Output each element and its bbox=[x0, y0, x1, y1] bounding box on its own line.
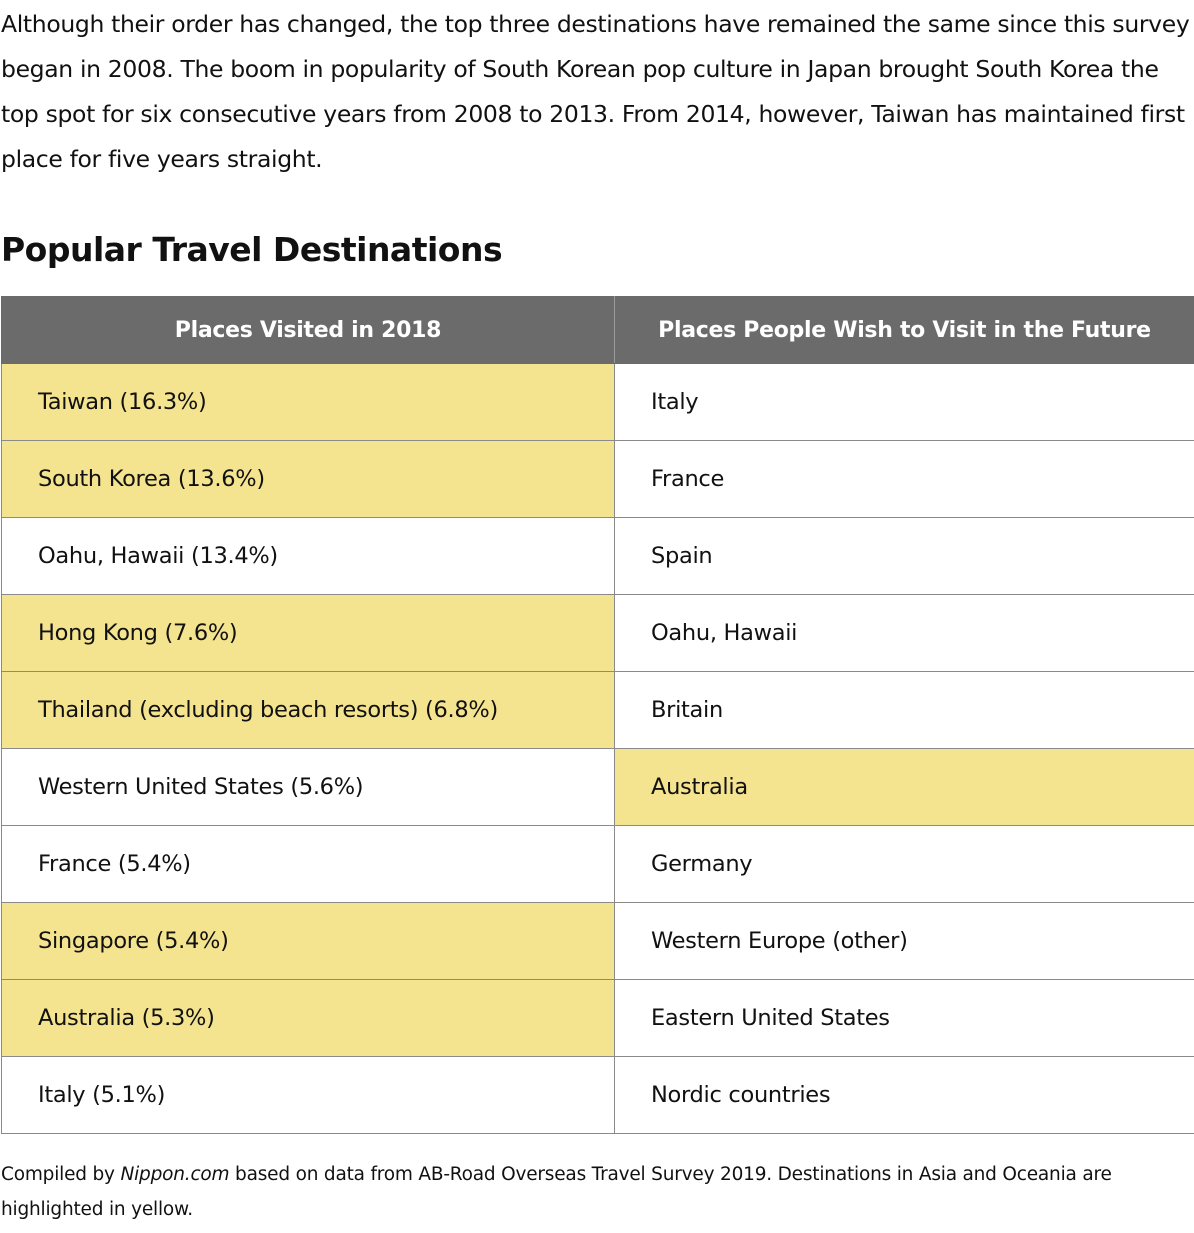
visited-cell: Hong Kong (7.6%) bbox=[2, 595, 615, 672]
wish-cell: Nordic countries bbox=[615, 1057, 1194, 1134]
visited-cell: Taiwan (16.3%) bbox=[2, 364, 615, 441]
wish-cell: Eastern United States bbox=[615, 980, 1194, 1057]
wish-cell: Britain bbox=[615, 672, 1194, 749]
section-heading: Popular Travel Destinations bbox=[1, 230, 503, 269]
source-note bbox=[1, 1157, 1191, 1227]
table-row bbox=[2, 364, 1194, 441]
table-row bbox=[2, 595, 1194, 672]
visited-cell: Italy (5.1%) bbox=[2, 1057, 615, 1134]
wish-cell: Spain bbox=[615, 518, 1194, 595]
table-row bbox=[2, 826, 1194, 903]
wish-cell: Western Europe (other) bbox=[615, 903, 1194, 980]
table-header-row bbox=[2, 297, 1194, 364]
intro-paragraph: Although their order has changed, the top three destinations have remained the same since this survey began in 2008. The boom in popularity of South Korean pop culture in Japan brought South Korea the top spot for six consecutive years from 2008 to 2013. From 2014, however, Taiwan has maintained first place for five years straight. bbox=[1, 10, 1190, 173]
wish-cell: Oahu, Hawaii bbox=[615, 595, 1194, 672]
visited-cell: Thailand (excluding beach resorts) (6.8%) bbox=[2, 672, 615, 749]
visited-cell: Western United States (5.6%) bbox=[2, 749, 615, 826]
visited-cell: Oahu, Hawaii (13.4%) bbox=[2, 518, 615, 595]
table-row bbox=[2, 1057, 1194, 1134]
visited-cell: Australia (5.3%) bbox=[2, 980, 615, 1057]
visited-cell: Singapore (5.4%) bbox=[2, 903, 615, 980]
visited-cell: France (5.4%) bbox=[2, 826, 615, 903]
wish-cell: France bbox=[615, 441, 1194, 518]
note-prefix: Compiled by bbox=[1, 1164, 121, 1185]
header-wish: Places People Wish to Visit in the Future bbox=[615, 297, 1194, 364]
header-visited: Places Visited in 2018 bbox=[2, 297, 615, 364]
visited-cell: South Korea (13.6%) bbox=[2, 441, 615, 518]
wish-cell: Italy bbox=[615, 364, 1194, 441]
destinations-table bbox=[1, 296, 1194, 1134]
wish-cell: Australia bbox=[615, 749, 1194, 826]
table-row bbox=[2, 980, 1194, 1057]
table-row bbox=[2, 903, 1194, 980]
note-source-link: Nippon.com bbox=[120, 1164, 230, 1185]
table-row bbox=[2, 672, 1194, 749]
table-row bbox=[2, 441, 1194, 518]
wish-cell: Germany bbox=[615, 826, 1194, 903]
note-suffix: based on data from AB-Road Overseas Travel Survey 2019. Destinations in Asia and Oceania are highlighted in yellow. bbox=[1, 1164, 1112, 1220]
table-row bbox=[2, 749, 1194, 826]
table-row bbox=[2, 518, 1194, 595]
